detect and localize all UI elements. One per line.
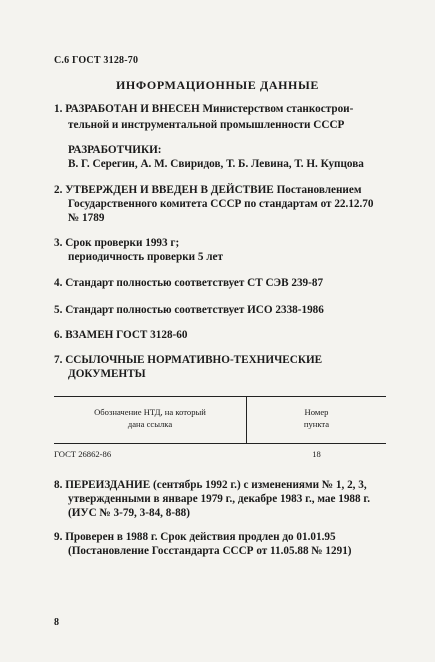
section-1-heading: РАЗРАБОТАН И ВНЕСЕН — [65, 103, 200, 115]
section-9-line-1 — [54, 530, 336, 544]
table-header-item — [247, 406, 386, 430]
section-2-line-3: № 1789 — [68, 212, 105, 224]
page-title: ИНФОРМАЦИОННЫЕ ДАННЫЕ — [116, 78, 319, 92]
section-8-line-3: (ИУС № 3-79, 3-84, 8-88) — [68, 507, 190, 519]
table-header-rule — [54, 443, 386, 444]
section-2-line-1 — [54, 183, 361, 197]
section-9-text: Проверен в 1988 г. Срок действия продлен до 01.01.95 — [65, 531, 336, 543]
section-1-line-2: тельной и инструментальной промышленности СССР — [68, 119, 345, 131]
section-1-line-1 — [54, 102, 353, 116]
section-5-text: Стандарт полностью соответствует ИСО 2338-1986 — [65, 304, 324, 316]
table-header-item-line-2: пункта — [303, 419, 330, 429]
section-9-line-2: (Постановление Госстандарта СССР от 11.05.88 № 1291) — [68, 545, 352, 557]
section-7-heading: ССЫЛОЧНЫЕ НОРМАТИВНО-ТЕХНИЧЕСКИЕ — [65, 354, 323, 366]
developers-heading: РАЗРАБОТЧИКИ: — [68, 144, 162, 156]
section-7-line-1 — [54, 353, 322, 367]
section-8-text: (сентябрь 1992 г.) с изменениями № 1, 2, 3, — [150, 479, 367, 491]
section-5-number: 5. — [54, 304, 63, 316]
page-number: 8 — [54, 617, 59, 628]
section-8-number: 8. — [54, 479, 63, 491]
section-6 — [54, 328, 187, 342]
section-7-number: 7. — [54, 354, 63, 366]
section-5 — [54, 303, 324, 317]
table-header-document — [54, 406, 246, 430]
table-row-1-item: 18 — [312, 449, 321, 459]
section-1-number: 1. — [54, 103, 63, 115]
section-6-text: ВЗАМЕН ГОСТ 3128-60 — [65, 329, 188, 341]
section-8-heading: ПЕРЕИЗДАНИЕ — [65, 479, 151, 491]
section-2-heading: УТВЕРЖДЕН И ВВЕДЕН В ДЕЙСТВИЕ — [65, 184, 274, 196]
section-9-number: 9. — [54, 531, 63, 543]
table-header-document-line-2: дана ссылка — [127, 419, 173, 429]
section-4-number: 4. — [54, 277, 63, 289]
section-2-line-2: Государственного комитета СССР по стандартам от 22.12.70 — [68, 198, 374, 210]
section-2-number: 2. — [54, 184, 63, 196]
section-4 — [54, 276, 323, 290]
table-header-document-line-1: Обозначение НТД, на который — [94, 407, 206, 417]
section-2-text: Постановлением — [273, 184, 362, 196]
developers-names: В. Г. Серегин, А. М. Свиридов, Т. Б. Левина, Т. Н. Купцова — [68, 158, 364, 170]
section-6-number: 6. — [54, 329, 63, 341]
page-header: С.6 ГОСТ 3128-70 — [54, 55, 139, 66]
table-header-item-line-1: Номер — [304, 407, 329, 417]
section-3-line-1 — [54, 236, 179, 250]
table-top-rule — [54, 396, 386, 397]
section-3-line-2: периодичность проверки 5 лет — [68, 251, 224, 263]
section-4-text: Стандарт полностью соответствует СТ СЭВ 239-87 — [65, 277, 324, 289]
section-7-line-2: ДОКУМЕНТЫ — [68, 368, 146, 380]
section-3-text: Срок проверки 1993 г; — [65, 237, 180, 249]
table-row-1-document: ГОСТ 26862-86 — [54, 449, 112, 459]
section-1-text: Министерством станкострои- — [199, 103, 354, 115]
section-8-line-1 — [54, 478, 367, 492]
section-8-line-2: утвержденными в январе 1979 г., декабре 1983 г., мае 1988 г. — [68, 493, 371, 505]
section-3-number: 3. — [54, 237, 63, 249]
